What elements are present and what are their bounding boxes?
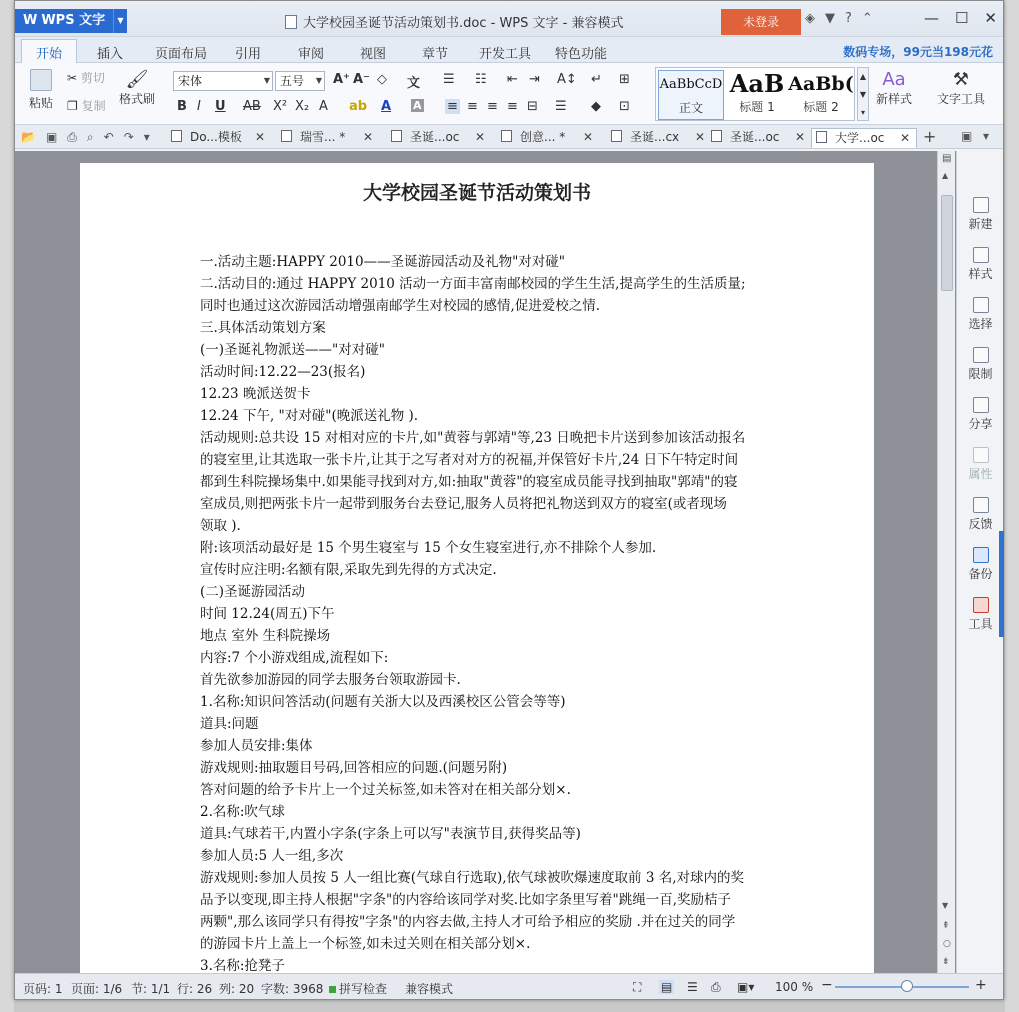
- background-window-left: [0, 0, 14, 1012]
- document-line[interactable]: 地点 室外 生科院操场: [200, 628, 331, 644]
- numbered-list-icon[interactable]: ☷: [475, 72, 487, 87]
- document-line[interactable]: 室成员,则把两张卡片一起带到服务台去登记,服务人员将把礼物送到双方的寝室(或者现场: [200, 496, 727, 512]
- document-line[interactable]: (一)圣诞礼物派送——"对对碰": [200, 342, 385, 358]
- close-icon[interactable]: ✕: [984, 9, 997, 27]
- split-view-icon[interactable]: ▤: [942, 153, 952, 164]
- new-tab-icon[interactable]: +: [923, 127, 937, 146]
- document-line[interactable]: 品予以变现,即主持人根据"字条"的内容给该同学对奖.比如字条里写着"跳绳一百,奖励桔子: [200, 892, 732, 908]
- pane-expand-handle[interactable]: [999, 531, 1004, 637]
- document-line[interactable]: 2.名称:吹气球: [200, 804, 285, 820]
- font-color-icon[interactable]: A: [381, 99, 392, 114]
- tab-menu-icon[interactable]: ▾: [983, 129, 990, 143]
- properties-icon: [973, 447, 989, 463]
- document-line[interactable]: 的游园卡片上盖上一个标签,如未过关则在相关部分划×.: [200, 936, 531, 952]
- document-body[interactable]: [200, 251, 760, 973]
- new-style-icon: Aa: [882, 69, 906, 90]
- background-window-right: [1005, 0, 1019, 1012]
- close-icon[interactable]: ✕: [363, 130, 374, 144]
- status-words[interactable]: 字数: 3968: [261, 982, 324, 996]
- status-page: 页码: 1: [23, 982, 63, 996]
- bold-icon[interactable]: B: [177, 99, 187, 114]
- document-line[interactable]: 内容:7 个小游戏组成,流程如下:: [200, 650, 389, 666]
- undo-icon[interactable]: ↶: [103, 130, 114, 144]
- document-line[interactable]: 宣传时应注明:名额有限,采取先到先得的方式决定.: [200, 562, 497, 578]
- text-tools-button[interactable]: ⚒ 文字工具: [936, 69, 985, 106]
- chevron-down-icon: ▼: [263, 76, 270, 85]
- spell-status-icon: [329, 986, 336, 993]
- status-pages: 页面: 1/6: [71, 982, 123, 996]
- document-line[interactable]: 游戏规则:参加人员按 5 人一组比赛(气球自行选取),依气球被吹爆速度取前 3 名,对球内的奖: [200, 870, 745, 886]
- tab-home[interactable]: 开始: [21, 39, 77, 63]
- pane-styles[interactable]: 样式: [957, 247, 1004, 282]
- chevron-down-icon: ▼: [315, 76, 322, 85]
- customize-icon[interactable]: ▾: [143, 130, 150, 144]
- close-icon[interactable]: ✕: [255, 130, 266, 144]
- scroll-up-icon[interactable]: ▲: [942, 171, 949, 180]
- pane-tools[interactable]: 工具: [957, 597, 1004, 632]
- title-icons: [805, 11, 873, 26]
- brush-icon: 🖌: [125, 69, 149, 90]
- lock-icon: [973, 347, 989, 363]
- style-gallery-scroll[interactable]: ▲ ▼ ▾: [857, 67, 869, 121]
- outline-view-icon[interactable]: ☰: [687, 980, 698, 994]
- skin-icon[interactable]: ◈: [805, 11, 815, 26]
- document-line[interactable]: 时间 12.24(周五)下午: [200, 606, 335, 622]
- doc-tab-active[interactable]: 大学...oc ✕: [811, 128, 917, 148]
- tab-list-icon[interactable]: ▣: [961, 129, 973, 143]
- document-icon: [285, 15, 297, 29]
- page-view-icon[interactable]: ▤: [661, 980, 673, 994]
- document-line[interactable]: 附:该项活动最好是 15 个男生寝室与 15 个女生寝室进行,亦不排除个人参加.: [200, 540, 657, 556]
- wrench-icon: ⚒: [952, 69, 970, 90]
- document-icon: [391, 130, 402, 142]
- collapse-ribbon-icon[interactable]: ⌃: [861, 11, 873, 26]
- pane-new[interactable]: 新建: [957, 197, 1004, 232]
- minimize-icon[interactable]: —: [923, 9, 939, 27]
- document-line[interactable]: 游戏规则:抽取题目号码,回答相应的问题.(问题另附): [200, 760, 508, 776]
- format-painter-button[interactable]: 🖌 格式刷: [118, 69, 155, 106]
- shading-icon[interactable]: ◆: [591, 99, 601, 114]
- tab-review[interactable]: 审阅: [298, 47, 325, 62]
- zoom-in-icon[interactable]: +: [975, 977, 987, 993]
- document-line[interactable]: 的寝室里,让其选取一张卡片,让其于之写者对对方的祝福,并保管好卡片,24 日下午特定时间: [200, 452, 739, 468]
- document-line[interactable]: 领取 ).: [200, 518, 241, 534]
- document-icon: [501, 130, 512, 142]
- zoom-slider-knob[interactable]: [901, 980, 913, 992]
- new-style-button[interactable]: Aa 新样式: [875, 69, 912, 106]
- document-line[interactable]: 1.名称:知识问答活动(问题有关浙大以及西溪校区公管会等等): [200, 694, 566, 710]
- ribbon-tabs: [15, 37, 1003, 63]
- tab-view[interactable]: 视图: [360, 47, 387, 62]
- document-line[interactable]: (二)圣诞游园活动: [200, 584, 306, 600]
- clear-format-icon[interactable]: ◇: [377, 72, 387, 87]
- paste-icon: [30, 69, 52, 91]
- pane-select[interactable]: 选择: [957, 297, 1004, 332]
- paragraph-mark-icon[interactable]: ↵: [591, 72, 602, 87]
- document-icon: [711, 130, 722, 142]
- style-normal[interactable]: AaBbCcD 正文: [658, 70, 724, 120]
- scroll-thumb[interactable]: [941, 195, 953, 291]
- tab-features[interactable]: 特色功能: [555, 47, 608, 62]
- document-icon: [281, 130, 292, 142]
- table-icon[interactable]: ⊞: [619, 72, 630, 87]
- line-spacing-icon[interactable]: ☰: [555, 99, 567, 114]
- toolbox-icon: [973, 597, 989, 613]
- grow-font-icon[interactable]: A⁺: [333, 72, 350, 87]
- window-title: 大学校园圣诞节活动策划书.doc - WPS 文字 - 兼容模式: [285, 12, 623, 31]
- document-area: [15, 151, 1003, 973]
- document-line[interactable]: 参加人员:5 人一组,多次: [200, 848, 344, 864]
- document-line[interactable]: 首先欲参加游园的同学去服务台领取游园卡.: [200, 672, 461, 688]
- pane-restrict[interactable]: 限制: [957, 347, 1004, 382]
- pane-properties: 属性: [957, 447, 1004, 482]
- phonetic-icon[interactable]: 文: [407, 76, 421, 91]
- tab-references[interactable]: 引用: [235, 47, 262, 62]
- spell-check-toggle[interactable]: 拼写检查: [329, 980, 387, 997]
- distributed-icon[interactable]: ⊟: [527, 99, 538, 114]
- help-icon[interactable]: ?: [845, 11, 852, 26]
- document-line[interactable]: 活动规则:总共设 15 对相对应的卡片,如"黄蓉与郭靖"等,23 日晚把卡片送到参加该活动报名: [200, 430, 746, 446]
- tab-chapter[interactable]: 章节: [422, 47, 449, 62]
- close-icon[interactable]: ✕: [900, 131, 911, 145]
- subscript-icon[interactable]: X₂: [295, 99, 310, 114]
- web-view-icon[interactable]: ⎙: [711, 980, 721, 994]
- backup-icon: [973, 547, 989, 563]
- document-tabs: [15, 125, 1003, 149]
- wps-menu-button[interactable]: [15, 9, 127, 33]
- document-line[interactable]: 3.名称:抢凳子: [200, 958, 285, 973]
- tab-developer[interactable]: 开发工具: [479, 47, 532, 62]
- print-icon[interactable]: ⎙: [67, 130, 77, 144]
- document-line[interactable]: 一.活动主题:HAPPY 2010——圣诞游园活动及礼物"对对碰": [200, 254, 566, 270]
- document-line[interactable]: 三.具体活动策划方案: [200, 320, 326, 336]
- wps-window: [14, 0, 1004, 1000]
- document-line[interactable]: 两颗",那么该同学只有得按"字条"的内容去做,主持人才可给予相应的奖励 .并在过关的同学: [200, 914, 736, 930]
- select-icon: [973, 297, 989, 313]
- document-line[interactable]: 都到生科院操场集中.如果能寻找到对方,如:抽取"黄蓉"的寝室成员能寻找到抽取"郭靖"的寝: [200, 474, 738, 490]
- document-heading: 大学校园圣诞节活动策划书: [362, 182, 591, 204]
- italic-icon[interactable]: I: [197, 99, 201, 114]
- scissors-icon: ✂: [67, 71, 78, 85]
- doc-tab[interactable]: Do...模板 ✕: [171, 128, 269, 148]
- document-line[interactable]: 12.23 晚派送贺卡: [200, 386, 311, 402]
- strikethrough-icon[interactable]: AB: [243, 99, 261, 114]
- window-controls: [924, 9, 997, 27]
- scroll-down-icon[interactable]: ▼: [942, 901, 949, 910]
- task-pane: [956, 151, 1003, 973]
- document-line[interactable]: 道具:气球若干,内置小字条(字条上可以写"表演节目,获得奖品等): [200, 826, 581, 842]
- save-icon[interactable]: ▣: [45, 130, 58, 144]
- style-icon: [973, 247, 989, 263]
- superscript-icon[interactable]: X²: [273, 99, 288, 114]
- new-file-icon: [973, 197, 989, 213]
- document-line[interactable]: 活动时间:12.22—23(报名): [200, 364, 366, 380]
- style-gallery: [655, 67, 855, 121]
- close-icon[interactable]: ✕: [695, 130, 706, 144]
- zoom-level[interactable]: 100 %: [775, 980, 814, 994]
- doc-tab[interactable]: 圣诞...oc ✕: [711, 128, 811, 148]
- copy-icon: ❐: [67, 99, 78, 113]
- maximize-icon[interactable]: ☐: [954, 9, 969, 27]
- quick-access-toolbar: [21, 130, 150, 145]
- document-line[interactable]: 参加人员安排:集体: [200, 738, 313, 754]
- share-icon: [973, 397, 989, 413]
- document-line[interactable]: 答对问题的给予卡片上一个过关标签,如未答对在相关部分划×.: [200, 782, 571, 798]
- close-icon[interactable]: ✕: [583, 130, 594, 144]
- document-line[interactable]: 同时也通过这次游园活动增强南邮学生对校园的感情,促进爱校之情.: [200, 298, 601, 314]
- justify-icon[interactable]: ≡: [507, 99, 518, 114]
- cut-button[interactable]: ✂ 剪切: [67, 71, 105, 85]
- tab-insert[interactable]: 插入: [97, 47, 124, 62]
- prev-page-icon[interactable]: ⇞: [942, 921, 950, 931]
- status-compat: 兼容模式: [405, 982, 454, 996]
- sort-icon[interactable]: A↕: [557, 72, 577, 87]
- pane-share[interactable]: 分享: [957, 397, 1004, 432]
- promo-link[interactable]: 数码专场，99元当198元花: [843, 45, 993, 59]
- decrease-indent-icon[interactable]: ⇤: [507, 72, 518, 87]
- next-page-icon[interactable]: ⇟: [942, 957, 950, 967]
- style-heading-2[interactable]: AaBb( 标题 2: [788, 73, 854, 114]
- paste-button[interactable]: 粘贴: [23, 69, 59, 111]
- underline-icon[interactable]: U: [215, 99, 226, 114]
- preview-icon[interactable]: ⌕: [86, 130, 94, 144]
- document-icon: [816, 131, 827, 143]
- pane-backup[interactable]: 备份: [957, 547, 1004, 582]
- status-col: 列: 20: [219, 982, 255, 996]
- borders-icon[interactable]: ⊡: [619, 99, 630, 114]
- browse-object-icon[interactable]: ○: [943, 939, 951, 949]
- align-right-icon[interactable]: ≡: [487, 99, 498, 114]
- chat-icon: [973, 497, 989, 513]
- text-effect-icon[interactable]: A: [319, 99, 328, 114]
- align-left-icon[interactable]: ≡: [447, 99, 458, 114]
- font-size-select[interactable]: 五号 ▼: [275, 71, 325, 91]
- document-line[interactable]: 12.24 下午, "对对碰"(晚派送礼物 ).: [200, 408, 419, 424]
- status-bar: [15, 973, 1003, 999]
- document-icon: [611, 130, 622, 142]
- shrink-font-icon[interactable]: A⁻: [353, 72, 370, 87]
- document-line[interactable]: 道具:问题: [200, 716, 259, 732]
- login-button[interactable]: 未登录: [721, 9, 801, 35]
- zoom-out-icon[interactable]: −: [821, 977, 833, 993]
- document-page[interactable]: [80, 163, 874, 973]
- shirt-icon[interactable]: ▼: [825, 11, 835, 26]
- fullscreen-icon[interactable]: ⛶: [633, 980, 642, 994]
- style-heading-1[interactable]: AaB 标题 1: [729, 69, 785, 114]
- font-name-select[interactable]: 宋体 ▼: [173, 71, 273, 91]
- close-icon[interactable]: ✕: [795, 130, 806, 144]
- doc-tab[interactable]: 瑞雪... * ✕: [281, 128, 381, 148]
- chevron-down-icon[interactable]: ▼: [113, 9, 127, 33]
- align-center-icon[interactable]: ≡: [467, 99, 478, 114]
- pane-feedback[interactable]: 反馈: [957, 497, 1004, 532]
- doc-tab[interactable]: 创意... * ✕: [501, 128, 601, 148]
- increase-indent-icon[interactable]: ⇥: [529, 72, 540, 87]
- doc-tab[interactable]: 圣诞...cx ✕: [611, 128, 711, 148]
- ribbon-home: [15, 63, 1003, 125]
- template-icon: [171, 130, 182, 142]
- wps-logo-icon: W: [23, 13, 38, 28]
- title-bar: [15, 1, 1003, 37]
- bullet-list-icon[interactable]: ☰: [443, 72, 455, 87]
- tab-layout[interactable]: 页面布局: [155, 47, 208, 62]
- app-brand: WPS 文字: [41, 13, 106, 28]
- document-line[interactable]: 二.活动目的:通过 HAPPY 2010 活动一方面丰富南邮校园的学生生活,提高学生的生活质量;: [200, 276, 746, 292]
- highlight-icon[interactable]: ab: [349, 99, 368, 114]
- reading-view-icon[interactable]: ▣▾: [737, 980, 755, 994]
- close-icon[interactable]: ✕: [475, 130, 486, 144]
- status-row: 行: 26: [177, 982, 213, 996]
- open-icon[interactable]: 📂: [21, 130, 36, 144]
- vertical-scrollbar[interactable]: [937, 151, 955, 973]
- status-section: 节: 1/1: [131, 982, 171, 996]
- copy-button[interactable]: ❐ 复制: [67, 99, 106, 113]
- doc-tab[interactable]: 圣诞...oc ✕: [391, 128, 491, 148]
- char-shading-icon[interactable]: A: [413, 99, 422, 112]
- redo-icon[interactable]: ↷: [123, 130, 134, 144]
